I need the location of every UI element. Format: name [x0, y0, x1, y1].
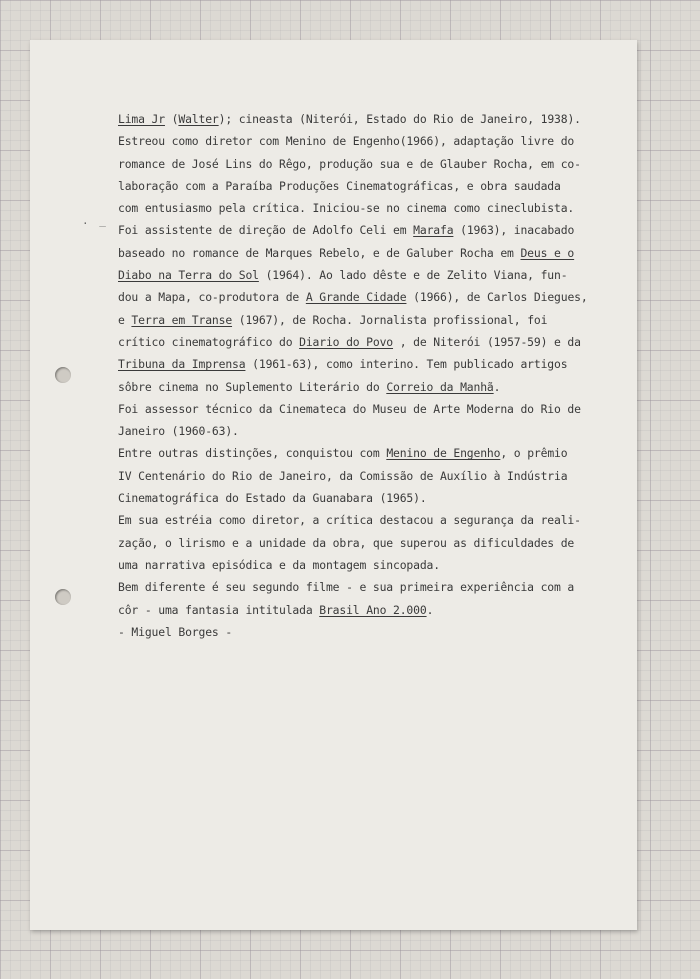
text-run: IV Centenário do Rio de Janeiro, da Comissão de Auxílio à Indústria	[118, 468, 568, 483]
punch-hole	[55, 589, 71, 605]
text-run: e	[118, 312, 132, 327]
text-run: .	[426, 602, 434, 617]
text-run: Estreou como diretor com Menino de Engenho(1966), adaptação livre do	[118, 134, 575, 149]
text-line	[118, 442, 618, 464]
text-line	[118, 219, 618, 241]
text-line	[118, 465, 618, 487]
text-line	[118, 554, 618, 576]
text-line	[118, 153, 618, 175]
text-line	[118, 599, 618, 621]
text-run: , o prêmio	[500, 446, 568, 461]
text-line	[118, 576, 618, 598]
text-line	[118, 532, 618, 554]
underlined-title: Brasil Ano 2.000	[319, 602, 427, 617]
text-line	[118, 286, 618, 308]
text-run: Foi assessor técnico da Cinemateca do Museu de Arte Moderna do Rio de	[118, 401, 581, 416]
text-line	[118, 309, 618, 331]
text-line	[118, 353, 618, 375]
text-run: Foi assistente de direção de Adolfo Celi em	[118, 223, 414, 238]
text-line	[118, 420, 618, 442]
text-line	[118, 264, 618, 286]
text-run: Em sua estréia como diretor, a crítica destacou a segurança da reali-	[118, 513, 581, 528]
underlined-title: Menino de Engenho	[386, 446, 501, 461]
text-run: (1964). Ao lado dêste e de Zelito Viana, fun-	[258, 268, 568, 283]
text-run: zação, o lirismo e a unidade da obra, que superou as dificuldades de	[118, 535, 575, 550]
text-line	[118, 197, 618, 219]
text-run: ); cineasta (Niterói, Estado do Rio de Janeiro, 1938).	[218, 112, 581, 126]
text-run: com entusiasmo pela crítica. Iniciou-se no cinema como cineclubista.	[118, 201, 575, 216]
underlined-title: Lima Jr	[118, 112, 165, 126]
text-line	[118, 509, 618, 531]
text-run: crítico cinematográfico do	[118, 334, 300, 349]
text-run: baseado no romance de Marques Rebelo, e de Galuber Rocha em	[118, 245, 521, 260]
text-run: Cinematográfica do Estado da Guanabara (1965).	[118, 491, 427, 506]
underlined-title: Deus e o	[520, 245, 575, 260]
underlined-title: Walter	[178, 112, 219, 126]
typewritten-text	[118, 108, 618, 643]
text-run: côr - uma fantasia intitulada	[118, 602, 320, 617]
text-run: (	[164, 112, 179, 126]
text-run: romance de José Lins do Rêgo, produção sua e de Glauber Rocha, em co-	[118, 156, 581, 171]
text-line	[118, 376, 618, 398]
text-run: Bem diferente é seu segundo filme - e sua primeira experiência com a	[118, 580, 575, 595]
underlined-title: Correio da Manhã	[386, 379, 494, 394]
text-run: uma narrativa episódica e da montagem sincopada.	[118, 557, 440, 572]
text-line	[118, 621, 618, 643]
underlined-title: Diabo na Terra do Sol	[118, 268, 259, 283]
text-run: laboração com a Paraíba Produções Cinematográficas, e obra saudada	[118, 178, 561, 193]
underlined-title: Tribuna da Imprensa	[118, 357, 246, 372]
margin-mark: . _	[82, 214, 108, 227]
text-run: (1966), de Carlos Diegues,	[406, 290, 588, 305]
text-run: (1963), inacabado	[453, 223, 575, 238]
punch-hole	[55, 367, 71, 383]
text-line	[118, 331, 618, 353]
text-line	[118, 130, 618, 152]
text-line	[118, 398, 618, 420]
underlined-title: Diario do Povo	[299, 334, 394, 349]
text-run: , de Niterói (1957-59) e da	[393, 334, 581, 349]
text-line	[118, 242, 618, 264]
text-run: .	[493, 379, 501, 394]
text-run: - Miguel Borges -	[118, 624, 233, 639]
text-run: Janeiro (1960-63).	[118, 424, 239, 439]
text-run: sôbre cinema no Suplemento Literário do	[118, 379, 387, 394]
underlined-title: A Grande Cidade	[305, 290, 407, 305]
text-run: (1967), de Rocha. Jornalista profissional, foi	[232, 312, 548, 327]
text-run: Entre outras distinções, conquistou com	[118, 446, 387, 461]
text-run: (1961-63), como interino. Tem publicado artigos	[245, 357, 568, 372]
text-line	[118, 108, 618, 130]
underlined-title: Marafa	[413, 223, 454, 238]
text-line	[118, 175, 618, 197]
underlined-title: Terra em Transe	[131, 312, 233, 327]
text-line	[118, 487, 618, 509]
text-run: dou a Mapa, co-produtora de	[118, 290, 306, 305]
